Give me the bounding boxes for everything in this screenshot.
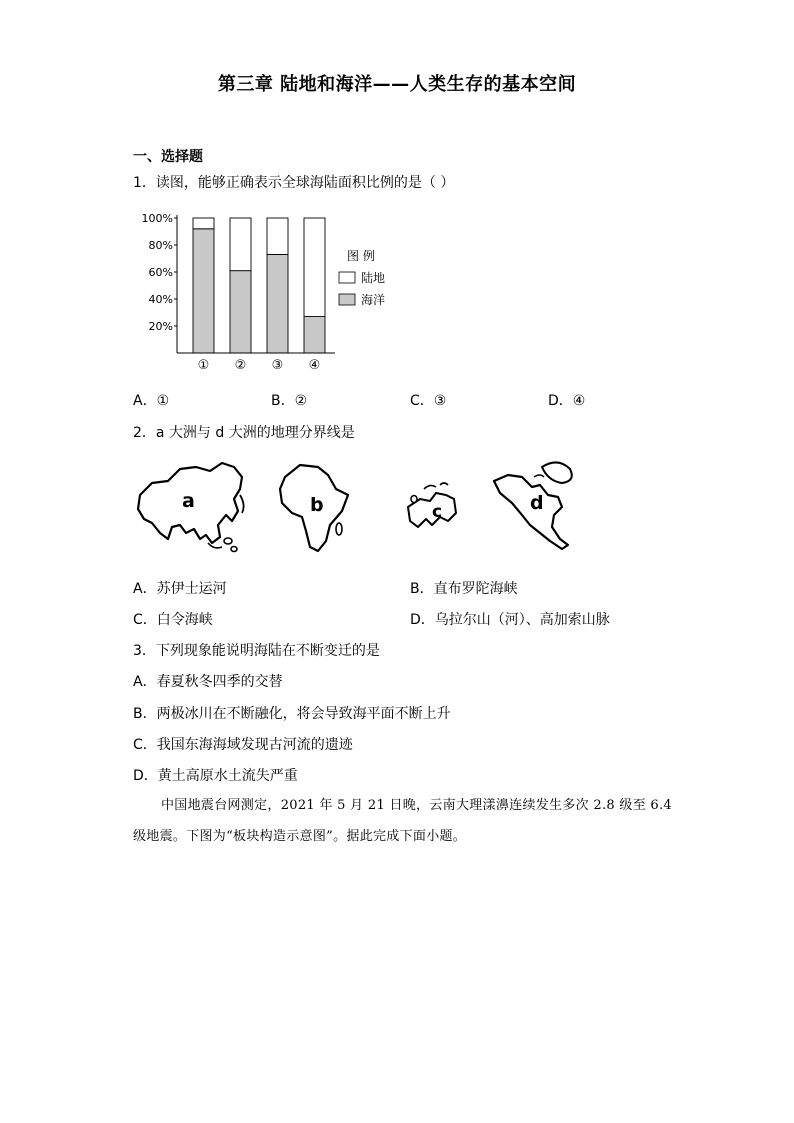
bar-ocean-3 — [267, 254, 288, 353]
bar-land-1 — [193, 218, 214, 229]
continent-d-north-america-map — [494, 462, 572, 549]
q1-option-b[interactable]: B．② — [271, 393, 308, 409]
reading-passage — [133, 790, 673, 852]
map-label-a: a — [182, 490, 195, 512]
legend-title: 图 例 — [347, 249, 375, 263]
x-category-label: ② — [234, 358, 247, 373]
bar-ocean-1 — [193, 229, 214, 353]
y-tick-label: 60% — [148, 266, 173, 279]
y-tick-label: 20% — [148, 320, 173, 333]
bar-ocean-2 — [230, 271, 251, 353]
q2-option-b[interactable]: B．直布罗陀海峡 — [410, 581, 518, 597]
x-category-label: ① — [197, 358, 210, 373]
continent-maps — [130, 455, 590, 560]
bar-land-3 — [267, 218, 288, 254]
legend-swatch-ocean — [339, 294, 355, 305]
q3-option-a[interactable]: A．春夏秋冬四季的交替 — [133, 674, 283, 690]
q1-option-c[interactable]: C．③ — [410, 393, 447, 409]
q1-option-a[interactable]: A．① — [133, 393, 170, 409]
legend-label-land: 陆地 — [361, 271, 386, 285]
ocean-land-ratio-chart — [135, 205, 405, 375]
section-heading: 一、选择题 — [133, 149, 203, 165]
continent-b-africa-map — [280, 465, 348, 551]
legend-label-ocean: 海洋 — [361, 293, 386, 307]
map-label-c: c — [432, 502, 443, 522]
q2-option-a[interactable]: A．苏伊士运河 — [133, 581, 227, 597]
bar-land-4 — [304, 218, 325, 317]
q2-option-c[interactable]: C．白令海峡 — [133, 612, 213, 628]
legend-swatch-land — [339, 272, 355, 283]
y-tick-label: 80% — [148, 239, 173, 252]
question-2-text: 2．a 大洲与 d 大洲的地理分界线是 — [133, 425, 355, 441]
map-label-b: b — [310, 494, 324, 516]
x-category-label: ④ — [308, 358, 321, 373]
question-1-text: 1．读图，能够正确表示全球海陆面积比例的是（ ） — [133, 175, 455, 191]
y-tick-label: 100% — [141, 212, 173, 225]
q3-option-d[interactable]: D．黄土高原水土流失严重 — [133, 768, 298, 784]
continent-c-europe-map — [408, 483, 456, 527]
bar-ocean-4 — [304, 317, 325, 353]
bar-land-2 — [230, 218, 251, 271]
x-category-label: ③ — [271, 358, 284, 373]
continent-a-asia-map — [138, 463, 244, 552]
page-title: 第三章 陆地和海洋——人类生存的基本空间 — [217, 74, 577, 95]
q3-option-c[interactable]: C．我国东海海域发现古河流的遗迹 — [133, 737, 353, 753]
passage-text: 中国地震台网测定，2021 年 5 月 21 日晚，云南大理漾濞连续发生多次 2.8 级至 6.4 级地震。下图为“板块构造示意图”。据此完成下面小题。 — [133, 798, 673, 844]
question-3-text: 3．下列现象能说明海陆在不断变迁的是 — [133, 643, 380, 659]
map-label-d: d — [530, 492, 544, 514]
q3-option-b[interactable]: B．两极冰川在不断融化，将会导致海平面不断上升 — [133, 706, 451, 722]
y-tick-label: 40% — [148, 293, 173, 306]
q1-option-d[interactable]: D．④ — [548, 393, 586, 409]
q2-option-d[interactable]: D．乌拉尔山（河）、高加索山脉 — [410, 612, 610, 628]
